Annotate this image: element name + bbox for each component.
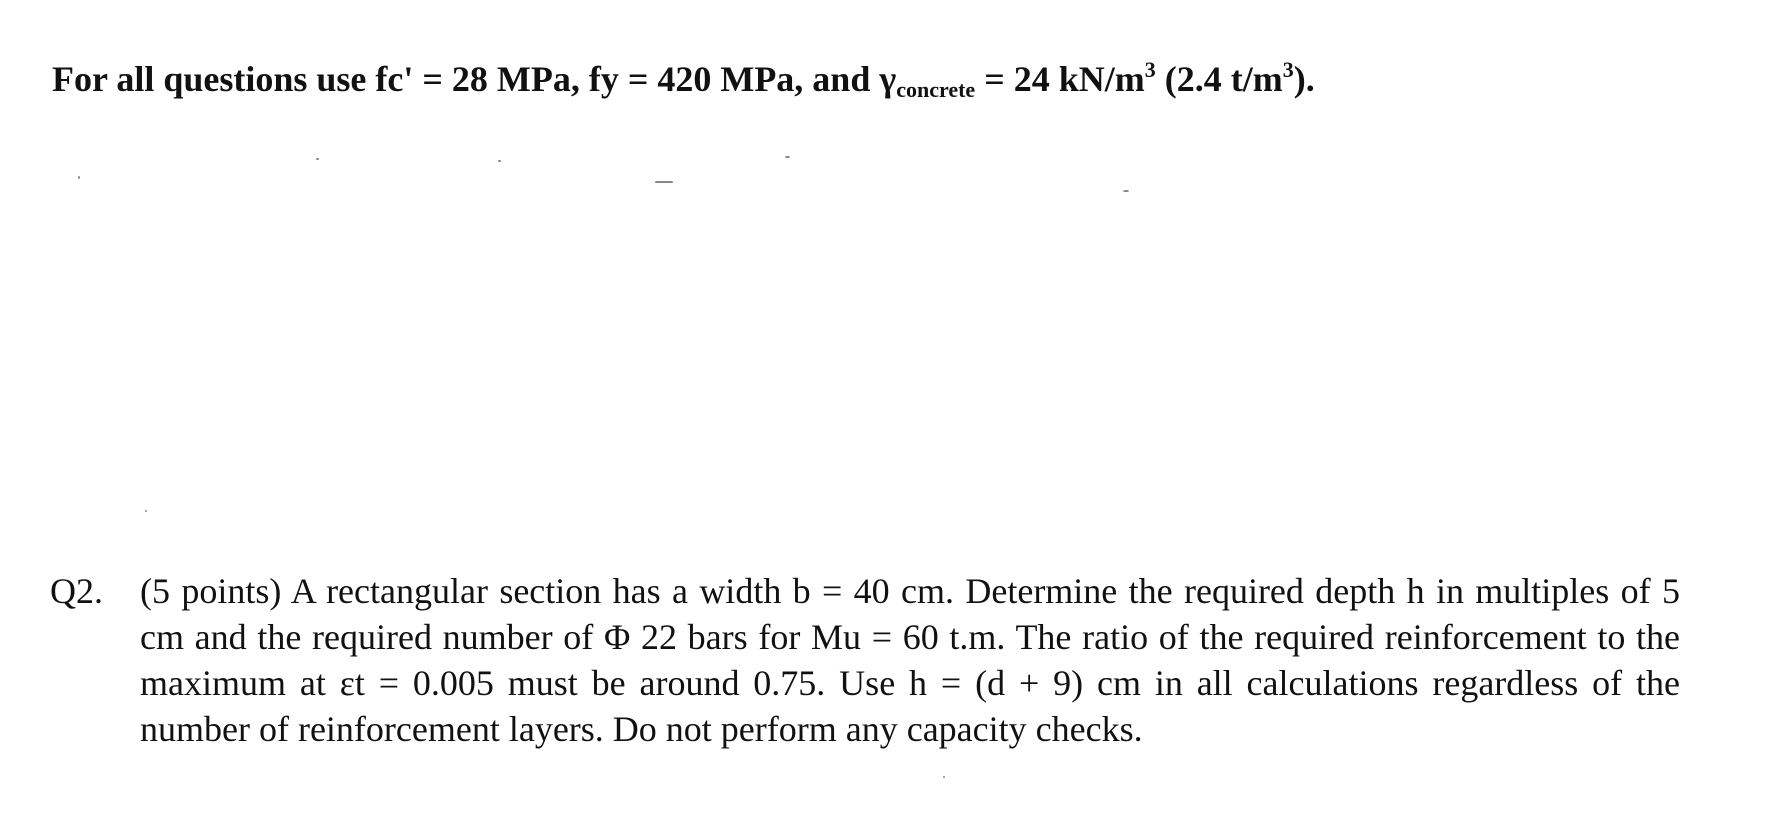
gamma-symbol: γ <box>879 59 897 99</box>
scan-speck <box>785 156 790 158</box>
header-prefix: For all questions use fc' = 28 MPa, fy = 420 MPa, and <box>52 59 880 99</box>
unit-weight-value: = 24 kN/m <box>975 59 1145 99</box>
scan-speck <box>1123 190 1129 192</box>
exponent-2: 3 <box>1282 57 1294 82</box>
unit-weight-alt-close: ). <box>1293 59 1315 99</box>
scan-speck <box>498 160 501 162</box>
scan-speck <box>943 776 945 778</box>
scan-speck <box>78 176 80 179</box>
question-q2 <box>50 568 1680 752</box>
exponent-1: 3 <box>1144 57 1156 82</box>
unit-weight-alt-open: (2.4 t/m <box>1155 59 1283 99</box>
question-text: (5 points) A rectangular section has a width b = 40 cm. Determine the required depth h in multiples of 5 cm and the required number of Φ 22 bars for Mu = 60 t.m. The ratio of the required reinforcement to the maximum at εt = 0.005 must be around 0.75. Use h = (d + 9) cm in all calculations regardless of the number of reinforcement layers. Do not perform any capacity checks. <box>140 571 1680 749</box>
scan-speck <box>655 181 673 183</box>
gamma-subscript: concrete <box>896 77 976 102</box>
question-number: Q2. <box>50 571 103 611</box>
scan-speck <box>145 510 147 512</box>
header-given-values <box>52 56 1315 113</box>
scan-speck <box>316 158 319 160</box>
